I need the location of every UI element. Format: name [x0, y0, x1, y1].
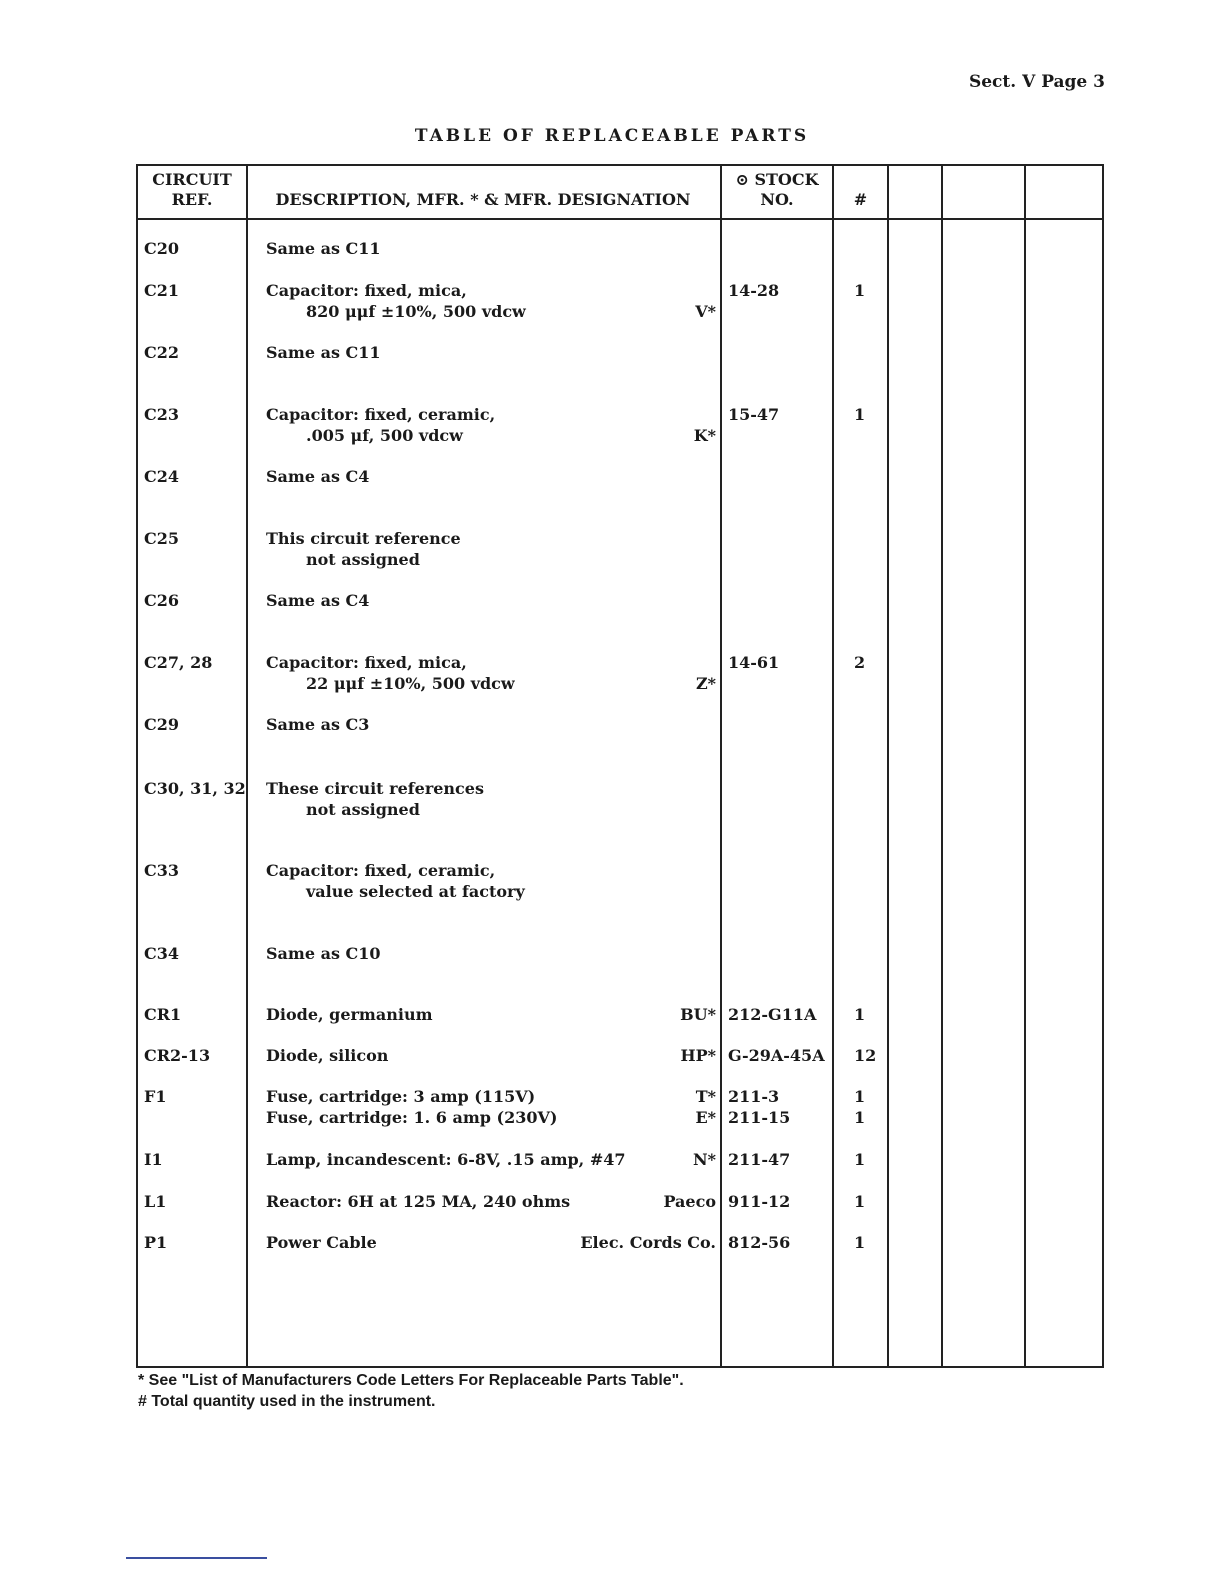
description: Same as C11	[266, 239, 381, 258]
quantity: 1	[854, 1087, 866, 1106]
quantity: 1	[854, 1233, 866, 1252]
circuit-ref: CR2-13	[144, 1046, 211, 1065]
footnote-total-quantity: # Total quantity used in the instrument.	[138, 1393, 436, 1410]
quantity: 1	[854, 1150, 866, 1169]
manufacturer: BU*	[680, 1005, 716, 1024]
description-continued: .005 μf, 500 vdcw	[306, 426, 463, 445]
circuit-ref: C23	[144, 405, 179, 424]
circuit-ref: C21	[144, 281, 179, 300]
header-stock-no	[722, 170, 832, 210]
description-continued: 820 μμf ±10%, 500 vdcw	[306, 302, 526, 321]
quantity: 1	[854, 1192, 866, 1211]
circuit-ref: C34	[144, 944, 179, 963]
stock-number: 14-61	[728, 653, 780, 672]
description: Capacitor: fixed, ceramic,	[266, 405, 496, 424]
manufacturer: T*	[695, 1087, 716, 1106]
circuit-ref: C29	[144, 715, 179, 734]
description-continued: value selected at factory	[306, 882, 525, 901]
circuit-ref: CR1	[144, 1005, 182, 1024]
stock-number: 812-56	[728, 1233, 791, 1252]
manufacturer: HP*	[680, 1046, 716, 1065]
circuit-ref: C26	[144, 591, 179, 610]
column-divider	[887, 166, 889, 1366]
circuit-ref: C27, 28	[144, 653, 213, 672]
header-circuit-ref-line1: CIRCUIT	[152, 170, 232, 189]
description: Lamp, incandescent: 6-8V, .15 amp, #47	[266, 1150, 626, 1169]
description-continued: not assigned	[306, 550, 420, 569]
circuit-ref: F1	[144, 1087, 167, 1106]
description-continued: not assigned	[306, 800, 420, 819]
header-description: DESCRIPTION, MFR. * & MFR. DESIGNATION	[275, 190, 691, 209]
quantity: 12	[854, 1046, 877, 1065]
description: These circuit references	[266, 779, 484, 798]
description: Diode, germanium	[266, 1005, 433, 1024]
description: Capacitor: fixed, ceramic,	[266, 861, 496, 880]
description: Fuse, cartridge: 3 amp (115V)	[266, 1087, 536, 1106]
manufacturer: K*	[693, 426, 716, 445]
stock-number: 911-12	[728, 1192, 791, 1211]
page-number-header: Sect. V Page 3	[968, 72, 1105, 92]
description: Capacitor: fixed, mica,	[266, 653, 467, 672]
header-divider	[138, 218, 1102, 220]
stock-number: 14-28	[728, 281, 780, 300]
page-title: TABLE OF REPLACEABLE PARTS	[414, 126, 810, 146]
header-quantity: #	[853, 190, 868, 209]
description: Diode, silicon	[266, 1046, 389, 1065]
stock-number: G-29A-45A	[728, 1046, 825, 1065]
header-circuit-ref	[138, 170, 246, 210]
column-divider	[832, 166, 834, 1366]
stock-number: 212-G11A	[728, 1005, 817, 1024]
stock-number: 211-3	[728, 1087, 780, 1106]
manufacturer: Paeco	[663, 1192, 716, 1211]
description: This circuit reference	[266, 529, 461, 548]
description: Same as C3	[266, 715, 370, 734]
circuit-ref: C24	[144, 467, 179, 486]
manufacturer: E*	[695, 1108, 716, 1127]
description: Fuse, cartridge: 1. 6 amp (230V)	[266, 1108, 558, 1127]
manufacturer: Z*	[695, 674, 716, 693]
description: Reactor: 6H at 125 MA, 240 ohms	[266, 1192, 571, 1211]
header-circuit-ref-line2: REF.	[171, 190, 213, 209]
header-stock-line2: NO.	[760, 190, 794, 209]
circuit-ref: I1	[144, 1150, 163, 1169]
circuit-ref: L1	[144, 1192, 167, 1211]
quantity: 1	[854, 1108, 866, 1127]
description: Same as C4	[266, 467, 370, 486]
manufacturer: N*	[693, 1150, 716, 1169]
description: Same as C11	[266, 343, 381, 362]
description: Same as C10	[266, 944, 381, 963]
description-continued: 22 μμf ±10%, 500 vdcw	[306, 674, 515, 693]
header-stock-line1: ⊙ STOCK	[735, 170, 819, 189]
bottom-rule	[126, 1557, 267, 1559]
circuit-ref: C33	[144, 861, 179, 880]
footnotes	[138, 1370, 684, 1412]
description: Same as C4	[266, 591, 370, 610]
stock-number: 211-15	[728, 1108, 791, 1127]
parts-table	[136, 164, 1104, 1368]
manufacturer: V*	[695, 302, 716, 321]
description: Power Cable	[266, 1233, 377, 1252]
footnote-manufacturer-codes: * See "List of Manufacturers Code Letters For Replaceable Parts Table".	[138, 1372, 684, 1389]
quantity: 1	[854, 1005, 866, 1024]
manufacturer: Elec. Cords Co.	[580, 1233, 716, 1252]
circuit-ref: P1	[144, 1233, 168, 1252]
quantity: 1	[854, 281, 866, 300]
circuit-ref: C20	[144, 239, 179, 258]
circuit-ref: C25	[144, 529, 179, 548]
column-divider	[720, 166, 722, 1366]
quantity: 1	[854, 405, 866, 424]
column-divider	[1024, 166, 1026, 1366]
column-divider	[246, 166, 248, 1366]
quantity: 2	[854, 653, 866, 672]
circuit-ref: C30, 31, 32	[144, 779, 246, 798]
column-divider	[941, 166, 943, 1366]
description: Capacitor: fixed, mica,	[266, 281, 467, 300]
stock-number: 211-47	[728, 1150, 791, 1169]
circuit-ref: C22	[144, 343, 179, 362]
stock-number: 15-47	[728, 405, 780, 424]
